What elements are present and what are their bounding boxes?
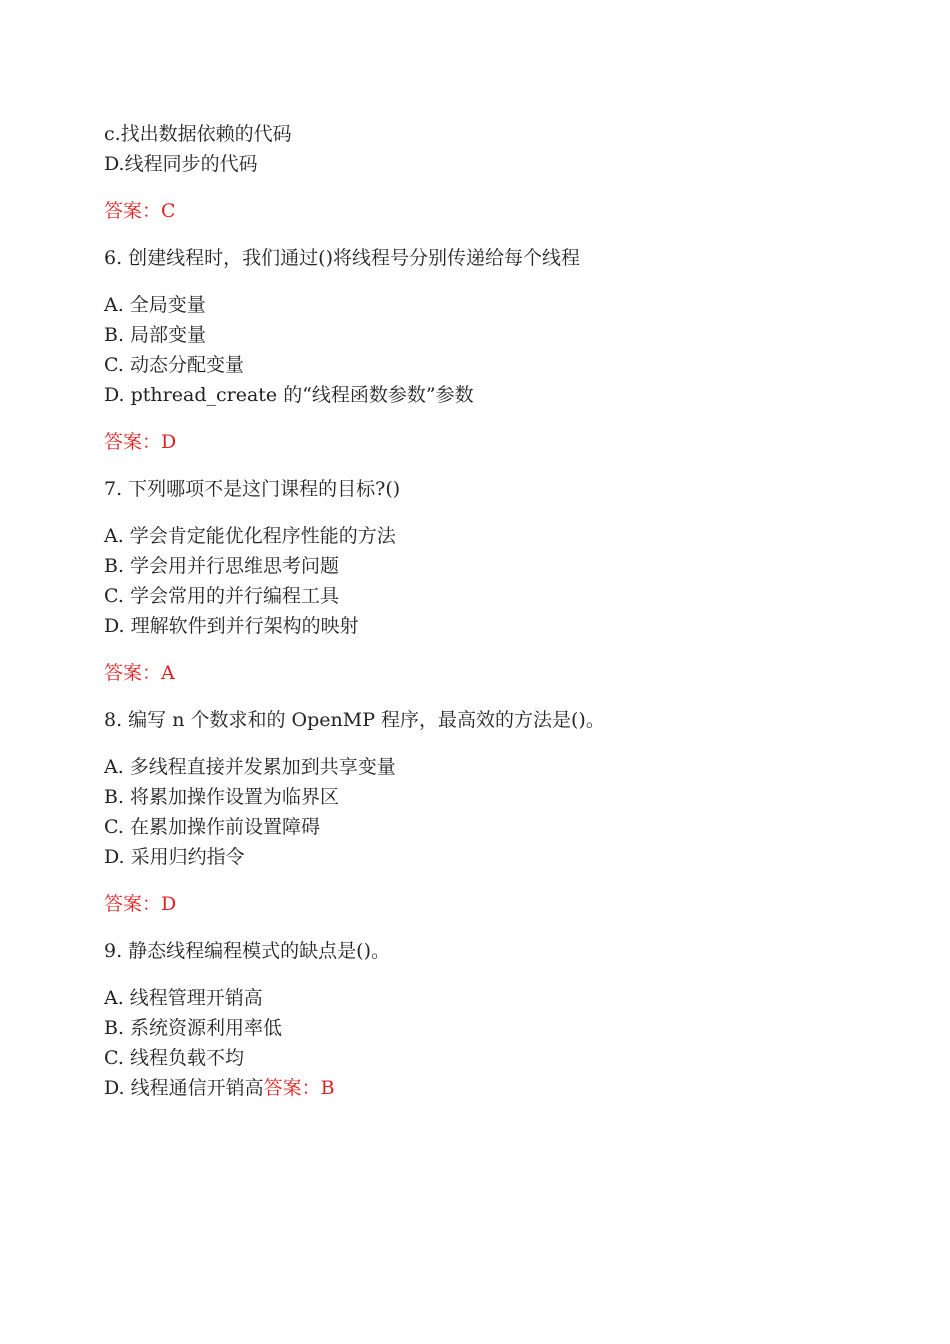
option-line: A. 多线程直接并发累加到共享变量 bbox=[104, 756, 396, 778]
question-6: 6. 创建线程时，我们通过()将线程号分别传递给每个线程 bbox=[104, 247, 580, 269]
options-9 bbox=[104, 983, 904, 1103]
option-line: D. pthread_create 的“线程函数参数”参数 bbox=[104, 384, 474, 406]
document-page bbox=[104, 119, 904, 1103]
option-line: C. 动态分配变量 bbox=[104, 354, 244, 376]
option-line: A. 学会肯定能优化程序性能的方法 bbox=[104, 525, 396, 547]
answer-6: 答案：D bbox=[104, 431, 177, 453]
option-line: B. 将累加操作设置为临界区 bbox=[104, 786, 340, 808]
question-7: 7. 下列哪项不是这门课程的目标?() bbox=[104, 478, 401, 500]
option-line: c.找出数据依赖的代码 bbox=[104, 123, 292, 145]
option-line-with-answer bbox=[104, 1073, 904, 1103]
option-line: B. 局部变量 bbox=[104, 324, 207, 346]
answer-9: 答案：B bbox=[263, 1077, 335, 1099]
options-7 bbox=[104, 521, 904, 641]
option-line: C. 在累加操作前设置障碍 bbox=[104, 816, 320, 838]
question-9: 9. 静态线程编程模式的缺点是()。 bbox=[104, 940, 390, 962]
options-8 bbox=[104, 752, 904, 872]
option-line: C. 线程负载不均 bbox=[104, 1047, 244, 1069]
option-line: A. 线程管理开销高 bbox=[104, 987, 263, 1009]
option-line: B. 学会用并行思维思考问题 bbox=[104, 555, 340, 577]
option-line: C. 学会常用的并行编程工具 bbox=[104, 585, 339, 607]
answer-line: 答案：C bbox=[104, 200, 176, 222]
option-text: D. 线程通信开销高 bbox=[104, 1077, 264, 1099]
options-6 bbox=[104, 290, 904, 410]
option-line: D.线程同步的代码 bbox=[104, 153, 258, 175]
option-line: D. 采用归约指令 bbox=[104, 846, 245, 868]
option-line: A. 全局变量 bbox=[104, 294, 206, 316]
option-line: D. 理解软件到并行架构的映射 bbox=[104, 615, 359, 637]
answer-7: 答案：A bbox=[104, 662, 175, 684]
answer-8: 答案：D bbox=[104, 893, 177, 915]
option-line: B. 系统资源利用率低 bbox=[104, 1017, 283, 1039]
question-8: 8. 编写 n 个数求和的 OpenMP 程序，最高效的方法是()。 bbox=[104, 709, 605, 731]
